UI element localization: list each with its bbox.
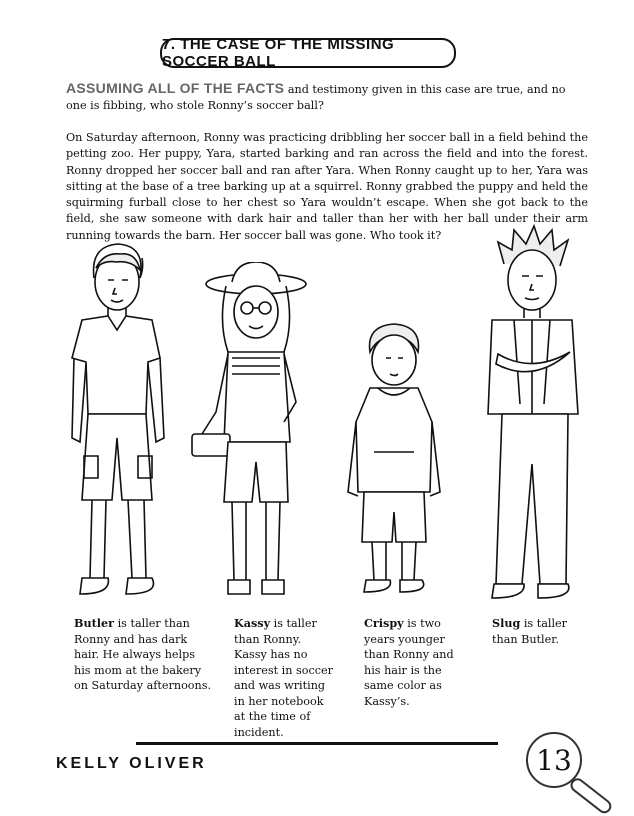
chapter-title-box [160, 38, 456, 68]
suspect-name: Slug [492, 616, 521, 630]
magnifier-handle-icon [568, 775, 614, 816]
suspect-name: Crispy [364, 616, 404, 630]
slug-illustration [474, 224, 594, 614]
author-name: KELLY OLIVER [56, 755, 207, 772]
butler-illustration [60, 238, 170, 608]
suspect-slug-caption [492, 616, 592, 647]
chapter-title: 7. THE CASE OF THE MISSING SOCCER BALL [162, 36, 395, 70]
intro-lead: ASSUMING ALL OF THE FACTS [66, 80, 285, 96]
kassy-illustration [188, 262, 318, 612]
footer-divider [136, 742, 498, 745]
suspect-description: is taller than Ronny and has dark hair. He always helps his mom at the bakery on Saturday afternoons. [74, 617, 212, 692]
intro-paragraph [66, 80, 588, 114]
story-paragraph: On Saturday afternoon, Ronny was practicing dribbling her soccer ball in a field behind the petting zoo. Her puppy, Yara, started barking and ran across the field and into the forest. Ronny dropped her soccer ball and ran after Yara. When Ronny caught up to her, Yara was sitting at the base of a tree barking up at a squirrel. Ronny grabbed the puppy and held the squirming furball close to her chest so Yara wouldn’t escape. When she got back to the field, she saw someone with dark hair and taller than her with her ball under their arm running towards the barn. Her soccer ball was gone. Who took it? [66, 131, 588, 242]
suspect-butler-caption [74, 616, 214, 694]
suspect-crispy-caption [364, 616, 468, 709]
suspect-description: is taller than Ronny. Kassy has no interest in soccer and was writing in her notebook at the time of incident. [234, 617, 333, 739]
suspect-kassy-caption [234, 616, 334, 740]
crispy-illustration [344, 322, 444, 612]
suspect-description: is two years younger than Ronny and his hair is the same color as Kassy’s. [364, 617, 454, 708]
intro-text: and testimony given in this case are true, and no one is fibbing, who stole Ronny’s soccer ball? [66, 83, 566, 112]
page-number: 13 [526, 732, 582, 788]
suspect-name: Butler [74, 616, 115, 630]
suspect-description: is taller than Butler. [492, 617, 568, 646]
suspect-name: Kassy [234, 616, 271, 630]
